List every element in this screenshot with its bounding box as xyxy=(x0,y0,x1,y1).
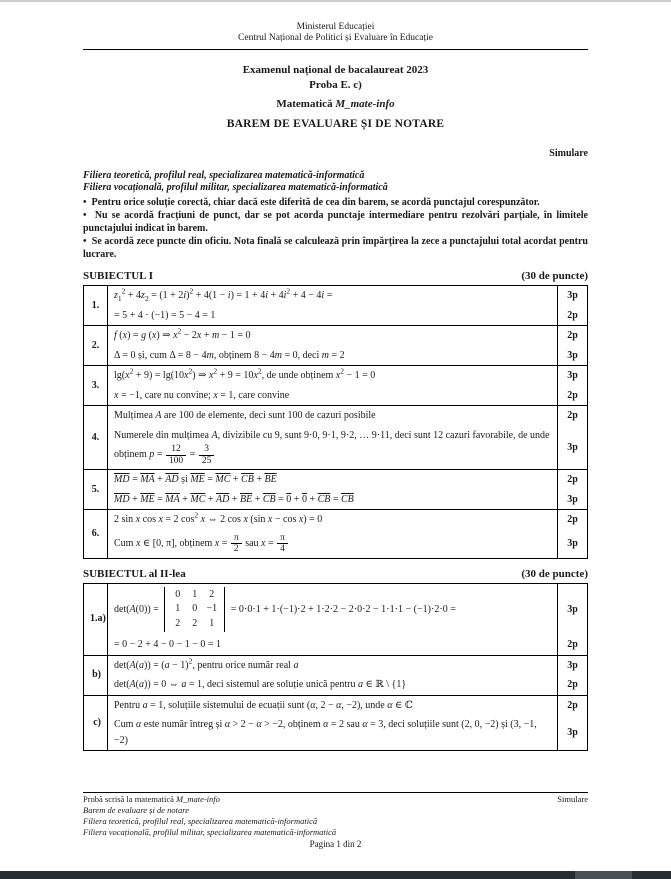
solution-row xyxy=(84,386,588,406)
solution-row xyxy=(84,406,588,426)
solution-step: $\overline{MD} = \overline{MA} + \overline{AD}$ și $\overline{ME} = \overline{MC} + \overline{CB} + \overline{BE}$ xyxy=(108,470,558,490)
bottom-scrollbar[interactable] xyxy=(0,871,671,879)
section-1-title: SUBIECTUL I xyxy=(83,270,154,283)
points-value: 2p xyxy=(558,406,588,426)
filiera-line-2: Filiera vocațională, profilul militar, specializarea matematică-informatică xyxy=(83,182,388,194)
footer-row-1 xyxy=(83,794,588,805)
solution-row xyxy=(84,655,588,675)
simulare-label: Simulare xyxy=(549,148,588,159)
solution-row xyxy=(84,366,588,386)
footer-proba-plain: Probă scrisă la matematică xyxy=(83,794,176,804)
section-2-header xyxy=(83,568,588,580)
problem-number: 5. xyxy=(84,470,108,510)
solution-step: Cum x ∈ [0, π], obținem x = $\frac{\pi}{2}$ sau x = $\frac{\pi}{4}$ xyxy=(108,530,558,558)
exam-subject-code: M_mate-info xyxy=(335,98,395,110)
footer-filiera-1: Filiera teoretică, profilul real, specializarea matematică-informatică xyxy=(83,816,318,827)
solution-row xyxy=(84,695,588,715)
points-value: 3p xyxy=(558,346,588,366)
solution-step: = 0 − 2 + 4 − 0 − 1 − 0 = 1 xyxy=(108,635,558,655)
solution-step: $\overline{MD} + \overline{ME} = \overline{MA} + \overline{MC} + \overline{AD} + \overline{BE} + \overline{CB} = 0 + 0 + \overline{CB} = \overline{CB}$ xyxy=(108,490,558,510)
problem-number: 4. xyxy=(84,406,108,470)
problem-number: c) xyxy=(84,695,108,751)
solution-step: 2 sin x cos x = 2 $\cos^2 x$ ⇔ 2 cos x (sin x − cos x) = 0 xyxy=(108,510,558,530)
solution-row xyxy=(84,530,588,558)
solution-step: Numerele din mulțimea A, divizibile cu 9, sunt 9⋅0, 9⋅1, 9⋅2, … 9⋅11, deci sunt 12 cazuri favorabile, de unde obținem p = $\frac{12}{100}$ = $\frac{3}{25}$ xyxy=(108,426,558,470)
footer-proba-code: M_mate-info xyxy=(176,794,220,804)
header-divider xyxy=(83,49,588,50)
footer-simulare: Simulare xyxy=(557,794,588,804)
points-value: 3p xyxy=(558,655,588,675)
exam-title: Examenul național de bacalaureat 2023 xyxy=(242,64,429,77)
solution-step: x = −1, care nu convine; x = 1, care convine xyxy=(108,386,558,406)
page-footer xyxy=(83,792,588,851)
solution-row xyxy=(84,490,588,510)
window-top-edge xyxy=(0,0,671,2)
filiera-line-1: Filiera teoretică, profilul real, specializarea matematică-informatică xyxy=(83,170,365,181)
points-value: 3p xyxy=(558,530,588,558)
points-value: 3p xyxy=(558,490,588,510)
points-value: 3p xyxy=(558,426,588,470)
solution-step: f (x) = g (x) ⇒ $x^2 - 2x + m - 1 = 0$ xyxy=(108,326,558,346)
section-1-table xyxy=(83,285,588,558)
solution-step: det(A(a)) = 0 ⇔ a = 1, deci sistemul are soluție unică pentru a ∈ ℝ \ {1} xyxy=(108,675,558,695)
solution-step: $\det(A(a)) = (a - 1)^2$, pentru orice număr real a xyxy=(108,655,558,675)
exam-subject-plain: Matematică xyxy=(276,98,336,110)
solution-step: Cum α este număr întreg și α > 2 − α > −2, obținem α = 2 sau α = 3, deci soluțiile sunt (2, 0, −2) și (3, −1, −2) xyxy=(108,715,558,751)
points-value: 2p xyxy=(558,695,588,715)
points-value: 2p xyxy=(558,675,588,695)
solution-row xyxy=(84,470,588,490)
section-1-points: (30 de puncte) xyxy=(521,270,588,283)
scrollbar-thumb[interactable] xyxy=(575,871,632,879)
points-value: 2p xyxy=(558,510,588,530)
grading-rule-2: • Nu se acordă fracțiuni de punct, dar se pot acorda punctaje intermediare pentru rezolvări parțiale, în limitele punctajului indicat în barem. xyxy=(83,209,588,235)
grading-rule-1: • Pentru orice soluție corectă, chiar dacă este diferită de cea din barem, se acordă punctajul corespunzător. xyxy=(83,196,588,209)
problem-number: 2. xyxy=(84,326,108,366)
points-value: 3p xyxy=(558,583,588,635)
footer-barem-line: Barem de evaluare și de notare xyxy=(83,805,189,816)
section-2-title: SUBIECTUL al II-lea xyxy=(83,567,186,580)
points-value: 2p xyxy=(558,470,588,490)
grading-rules-list xyxy=(83,196,588,261)
problem-number: 3. xyxy=(84,366,108,406)
problem-number: 1.a) xyxy=(84,583,108,655)
solution-row xyxy=(84,635,588,655)
footer-filiera-2: Filiera vocațională, profilul militar, specializarea matematică-informatică xyxy=(83,827,337,838)
exam-subject xyxy=(83,98,588,110)
ministry-header xyxy=(83,22,588,44)
solution-row xyxy=(84,306,588,326)
points-value: 2p xyxy=(558,635,588,655)
solution-row xyxy=(84,715,588,751)
solution-row xyxy=(84,510,588,530)
title-block xyxy=(83,63,588,130)
solution-step: $z_1^2 + 4z_2 = (1 + 2i)^2 + 4(1 - i) = 1 + 4i + 4i^2 + 4 - 4i$ = xyxy=(108,286,558,306)
points-value: 2p xyxy=(558,306,588,326)
solution-row xyxy=(84,286,588,306)
solution-step: = 5 + 4 ⋅ (−1) = 5 − 4 = 1 xyxy=(108,306,558,326)
solution-row xyxy=(84,426,588,470)
exam-proba: Proba E. c) xyxy=(309,78,362,91)
page-number: Pagina 1 din 2 xyxy=(309,839,362,850)
points-value: 3p xyxy=(558,286,588,306)
grading-rule-3: • Se acordă zece puncte din oficiu. Nota finală se calculează prin împărțirea la zece a punctajului total acordat pentru lucrare. xyxy=(83,235,588,261)
ministry-line-2: Centrul Național de Politici și Evaluare în Educație xyxy=(238,33,433,44)
solution-row xyxy=(84,675,588,695)
section-2-table xyxy=(83,583,588,752)
solution-row xyxy=(84,346,588,366)
solution-row xyxy=(84,326,588,346)
section-2-points: (30 de puncte) xyxy=(521,567,588,580)
solution-row xyxy=(84,583,588,635)
problem-number: 6. xyxy=(84,510,108,558)
section-1-header xyxy=(83,270,588,282)
points-value: 2p xyxy=(558,326,588,346)
solution-step: det(A(0)) = 0 1 2 1 0 −1 2 2 1 = 0⋅0⋅1 + 1⋅(−1)⋅2 + 1⋅2⋅2 − 2⋅0⋅2 − 1⋅1⋅1 − (−1)⋅2⋅0 = xyxy=(108,583,558,635)
filiera-block xyxy=(83,170,588,194)
points-value: 2p xyxy=(558,386,588,406)
solution-step: Pentru a = 1, soluțiile sistemului de ecuații sunt (α, 2 − α, −2), unde α ∈ ℂ xyxy=(108,695,558,715)
footer-proba xyxy=(83,794,220,805)
solution-step: Δ = 0 și, cum Δ = 8 − 4m, obținem 8 − 4m = 0, deci m = 2 xyxy=(108,346,558,366)
solution-step: $\lg(x^2 + 9) = \lg(10x^2)$ ⇒ $x^2 + 9 = 10x^2$, de unde obținem $x^2 - 1 = 0$ xyxy=(108,366,558,386)
points-value: 3p xyxy=(558,366,588,386)
barem-title: BAREM DE EVALUARE ȘI DE NOTARE xyxy=(226,118,445,130)
problem-number: b) xyxy=(84,655,108,695)
problem-number: 1. xyxy=(84,286,108,326)
points-value: 3p xyxy=(558,715,588,751)
ministry-line-1: Ministerul Educației xyxy=(296,22,375,32)
solution-step: Mulțimea A are 100 de elemente, deci sunt 100 de cazuri posibile xyxy=(108,406,558,426)
